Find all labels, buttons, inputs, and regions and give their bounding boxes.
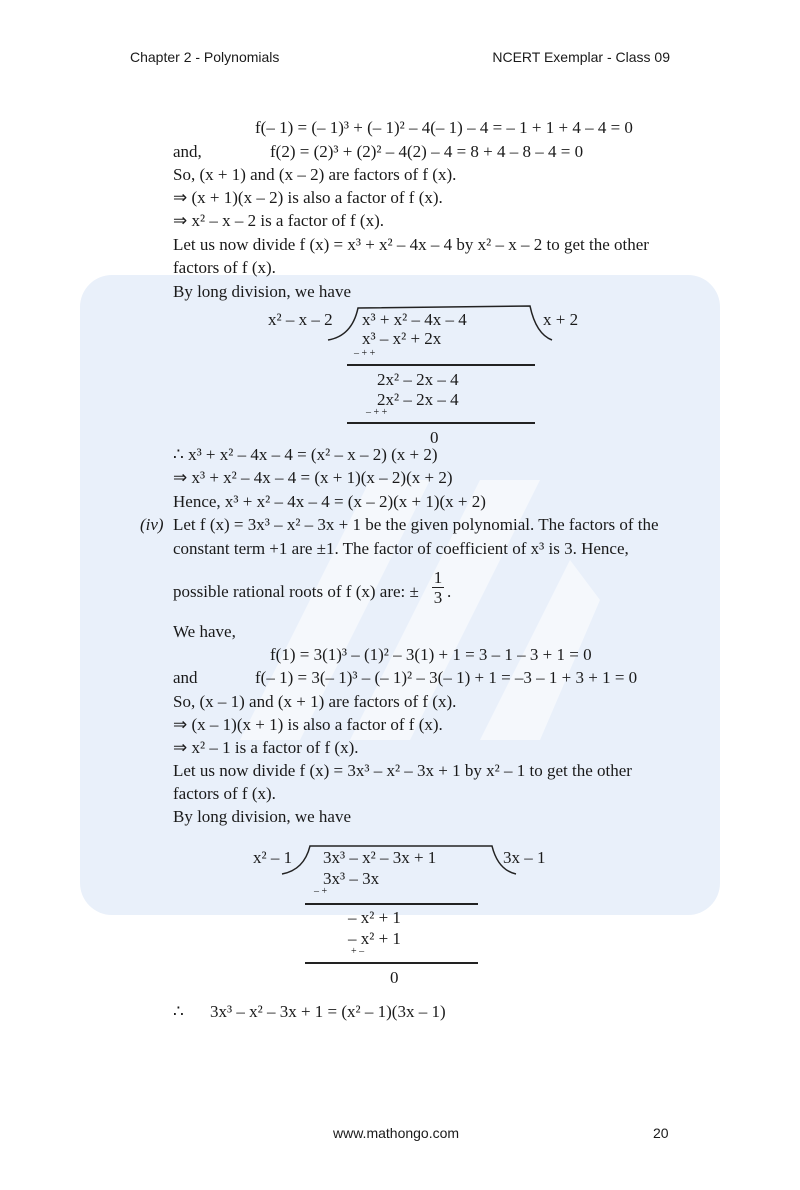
text-line: and,: [173, 142, 202, 161]
text-line: f(– 1) = (– 1)³ + (– 1)² – 4(– 1) – 4 = – 1 + 1 + 4 – 4 = 0: [255, 118, 633, 137]
text-line: By long division, we have: [173, 282, 352, 301]
text-line: ⇒ (x + 1)(x – 2) is also a factor of f (x).: [173, 188, 443, 207]
subtract-row: – x² + 1: [348, 929, 401, 948]
divisor: x² – 1: [253, 848, 293, 867]
text-line: 3x³ – x² – 3x + 1 = (x² – 1)(3x – 1): [210, 1002, 446, 1021]
sign-row: – + +: [366, 407, 388, 418]
text-line: Let f (x) = 3x³ – x² – 3x + 1 be the given polynomial. The factors of the: [173, 515, 659, 534]
subtract-row: 3x³ – 3x: [323, 869, 380, 888]
division-line: [305, 962, 478, 964]
text-line: and: [173, 668, 198, 687]
text-line: factors of f (x).: [173, 258, 276, 277]
text-line: Let us now divide f (x) = x³ + x² – 4x – 4 by x² – x – 2 to get the other: [173, 235, 649, 254]
remainder-row: – x² + 1: [348, 908, 401, 927]
sign-row: + –: [351, 946, 365, 957]
quotient: 3x – 1: [503, 848, 546, 867]
text-line: f(1) = 3(1)³ – (1)² – 3(1) + 1 = 3 – 1 – 3 + 1 = 0: [270, 645, 592, 664]
text-line: f(– 1) = 3(– 1)³ – (– 1)² – 3(– 1) + 1 = –3 – 1 + 3 + 1 = 0: [255, 668, 638, 687]
item-label: (iv): [140, 515, 164, 534]
text-line: factors of f (x).: [173, 784, 276, 803]
text-line: So, (x + 1) and (x – 2) are factors of f (x).: [173, 165, 457, 184]
dividend: 3x³ – x² – 3x + 1: [323, 848, 437, 867]
sign-row: – +: [314, 886, 328, 897]
numerator: 1: [433, 568, 443, 587]
fraction: [432, 568, 444, 607]
header-chapter: Chapter 2 - Polynomials: [130, 49, 280, 65]
division-line: [347, 422, 535, 424]
text-line: Hence, x³ + x² – 4x – 4 = (x – 2)(x + 1)(x + 2): [173, 492, 486, 511]
text-line: ⇒ x² – x – 2 is a factor of f (x).: [173, 211, 385, 230]
quotient: x + 2: [543, 310, 579, 329]
therefore-symbol: ∴: [173, 1002, 184, 1021]
text-line: We have,: [173, 622, 236, 641]
divisor: x² – x – 2: [268, 310, 333, 329]
remainder-row: 2x² – 2x – 4: [377, 370, 459, 389]
footer-site: www.mathongo.com: [333, 1125, 460, 1141]
text-line: By long division, we have: [173, 807, 352, 826]
text-line: Let us now divide f (x) = 3x³ – x² – 3x + 1 by x² – 1 to get the other: [173, 761, 632, 780]
sign-row: – + +: [354, 348, 376, 359]
text-line: ⇒ x² – 1 is a factor of f (x).: [173, 738, 359, 757]
dividend: x³ + x² – 4x – 4: [362, 310, 467, 329]
subtract-row: x³ – x² + 2x: [362, 329, 442, 348]
text-line: So, (x – 1) and (x + 1) are factors of f (x).: [173, 692, 457, 711]
subtract-row: 2x² – 2x – 4: [377, 390, 459, 409]
division-line: [347, 364, 535, 366]
text-line: ∴ x³ + x² – 4x – 4 = (x² – x – 2) (x + 2): [173, 445, 438, 464]
text-line: f(2) = (2)³ + (2)² – 4(2) – 4 = 8 + 4 – 8 – 4 = 0: [270, 142, 584, 161]
text-line: constant term +1 are ±1. The factor of coefficient of x³ is 3. Hence,: [173, 539, 629, 558]
remainder: 0: [430, 428, 439, 447]
division-line: [305, 903, 478, 905]
text-line: ⇒ (x – 1)(x + 1) is also a factor of f (x).: [173, 715, 443, 734]
text-line: possible rational roots of f (x) are: ±: [173, 582, 419, 601]
remainder: 0: [390, 968, 399, 987]
text-line: ⇒ x³ + x² – 4x – 4 = (x + 1)(x – 2)(x + 2): [173, 468, 453, 487]
period: .: [447, 582, 452, 601]
header-book: NCERT Exemplar - Class 09: [492, 49, 670, 65]
denominator: 3: [433, 588, 443, 607]
page-number: 20: [653, 1125, 669, 1141]
